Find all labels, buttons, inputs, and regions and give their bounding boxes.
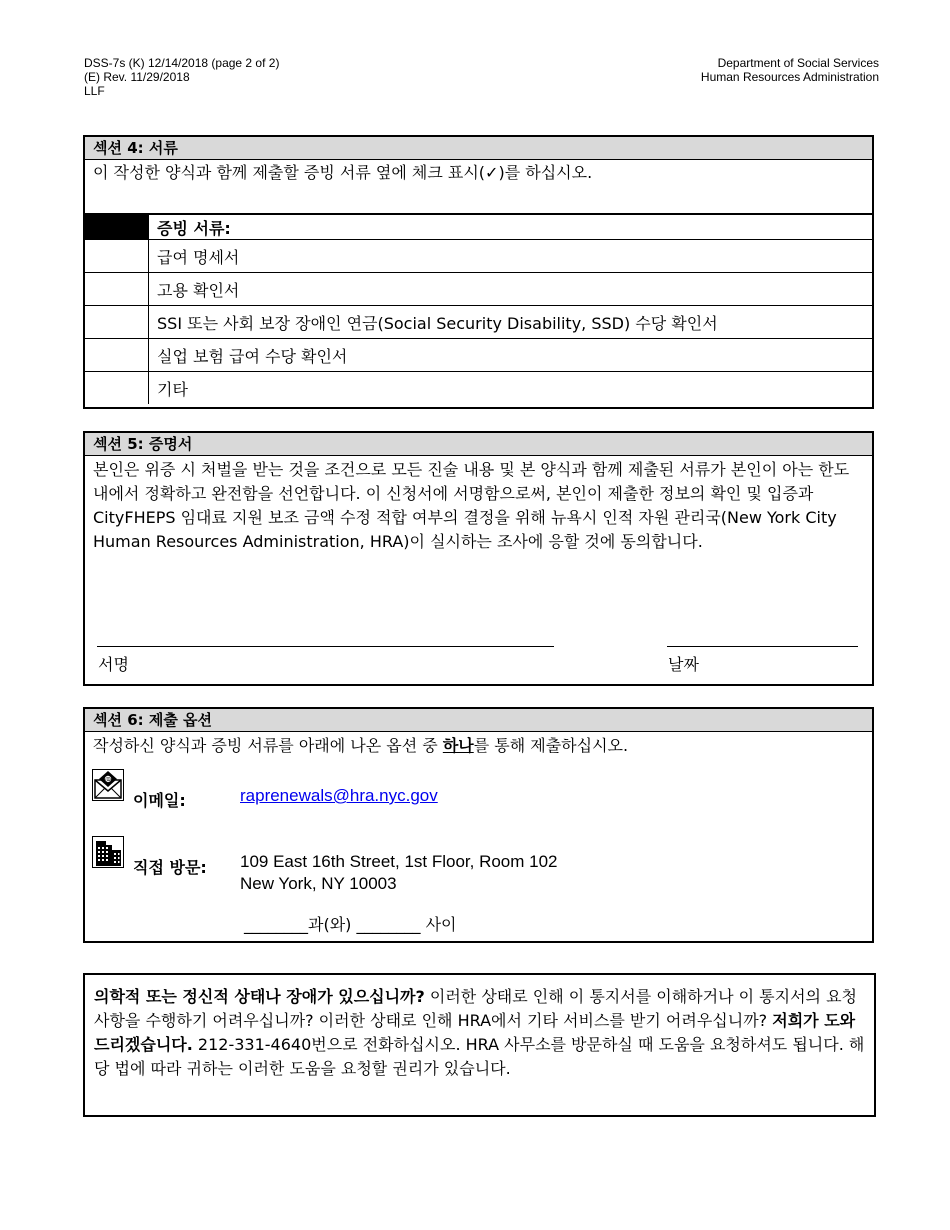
section-6-submission-options <box>83 707 874 943</box>
document-row <box>85 306 872 339</box>
other-checkbox[interactable] <box>85 372 149 405</box>
certification-text: 본인은 위증 시 처벌을 받는 것을 조건으로 모든 진술 내용 및 본 양식과 함께 제출된 서류가 본인이 아는 한도 내에서 정확하고 완전함을 선언합니다. 이 신청서에 서명함으로써, 본인이 제출한 정보의 확인 및 입증과 CityFHEPS 임대료 지원 보조 금액 수정 적합 여부의 결정을 위해 뉴욕시 인적 자원 관리국(New York City Human Resources Administration, HRA)이 실시하는 조사에 응할 것에 동의합니다. <box>93 460 850 551</box>
envelope-icon <box>92 769 124 801</box>
employment-verification-checkbox[interactable] <box>85 273 149 306</box>
notice-question: 의학적 또는 정신적 상태나 장애가 있으십니까? <box>94 987 425 1006</box>
accessibility-notice <box>83 973 876 1117</box>
visit-address-line1: 109 East 16th Street, 1st Floor, Room 102 <box>240 852 558 871</box>
section-5-certification <box>83 431 874 686</box>
section-4-title: 섹션 4: 서류 <box>85 137 872 160</box>
document-row <box>85 240 872 273</box>
form-revision: (E) Rev. 11/29/2018 <box>84 70 190 84</box>
section-6-title: 섹션 6: 제출 옵션 <box>85 709 872 732</box>
document-row <box>85 339 872 372</box>
date-line[interactable] <box>667 646 858 647</box>
visit-hours: ________과(와) ________ 사이 <box>244 915 457 934</box>
documents-column-header: 증빙 서류: <box>157 218 231 238</box>
in-person-label: 직접 방문: <box>133 858 207 877</box>
documents-header-row <box>85 215 872 240</box>
instruction-emphasis: 하나 <box>442 736 474 755</box>
document-label: 급여 명세서 <box>149 240 873 273</box>
document-row <box>85 273 872 306</box>
notice-text: 이러한 상태로 인해 이 통지서를 이해하거나 이 통지서의 요청 사항을 수행하기 어려우십니까? 이러한 상태로 인해 HRA에서 기타 서비스를 받기 어려우십니까? <box>94 987 857 1030</box>
form-number: DSS-7s (K) 12/14/2018 (page 2 of 2) <box>84 56 280 70</box>
notice-help: 저희가 도와 드리겠습니다. <box>94 1011 856 1054</box>
signature-label: 서명 <box>98 655 129 674</box>
ssi-ssd-checkbox[interactable] <box>85 306 149 339</box>
document-row <box>85 372 872 405</box>
instruction-text: 를 통해 제출하십시오. <box>473 736 629 755</box>
document-label: 실업 보험 급여 수당 확인서 <box>149 339 873 372</box>
building-icon <box>92 836 124 868</box>
visit-address-line2: New York, NY 10003 <box>240 874 397 893</box>
checkbox-column-header <box>85 215 149 240</box>
agency-block <box>701 56 879 84</box>
document-label: SSI 또는 사회 보장 장애인 연금(Social Security Disability, SSD) 수당 확인서 <box>149 306 873 339</box>
signature-line[interactable] <box>97 646 554 647</box>
administration-name: Human Resources Administration <box>700 70 879 84</box>
svg-text:@: @ <box>105 776 111 784</box>
documents-table <box>85 215 872 404</box>
form-id-block <box>84 56 279 98</box>
date-label: 날짜 <box>668 655 699 674</box>
pay-stub-checkbox[interactable] <box>85 240 149 273</box>
email-link[interactable]: raprenewals@hra.nyc.gov <box>240 786 438 805</box>
document-label: 고용 확인서 <box>149 273 873 306</box>
section-5-title: 섹션 5: 증명서 <box>85 433 872 456</box>
department-name: Department of Social Services <box>717 56 879 70</box>
notice-text: 212-331-4640번으로 전화하십시오. HRA 사무소를 방문하실 때 도움을 요청하셔도 됩니다. 해당 법에 따라 귀하는 이러한 도움을 요청할 권리가 있습니다. <box>94 1035 865 1078</box>
section-4-documents <box>83 135 874 409</box>
submission-instruction <box>85 732 872 758</box>
instruction-text: 작성하신 양식과 증빙 서류를 아래에 나온 옵션 중 <box>93 736 443 755</box>
form-code: LLF <box>84 84 105 98</box>
email-label: 이메일: <box>133 791 186 810</box>
document-label: 기타 <box>149 372 873 405</box>
section-4-instruction: 이 작성한 양식과 함께 제출할 증빙 서류 옆에 체크 표시(✓)를 하십시오. <box>85 160 872 215</box>
unemployment-benefit-checkbox[interactable] <box>85 339 149 372</box>
